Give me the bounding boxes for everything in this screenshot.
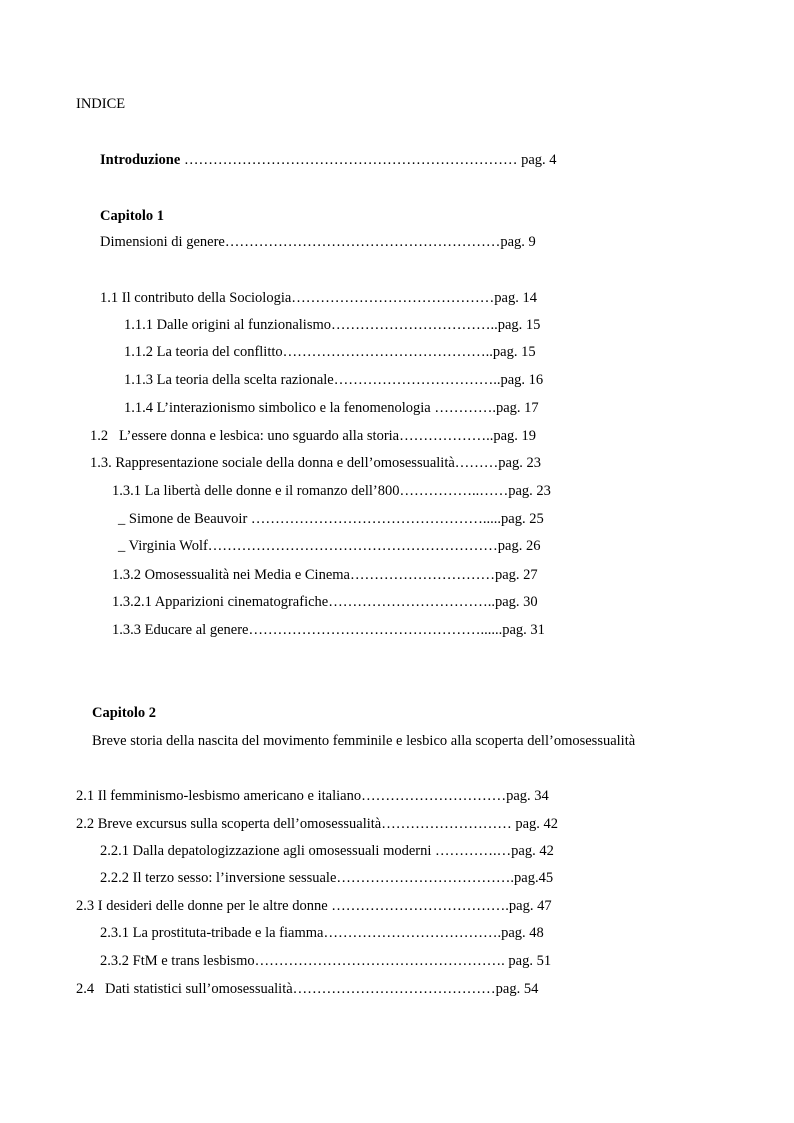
toc-leader-dots: …………………………………….. bbox=[282, 344, 493, 360]
chapter-2-subtitle: Breve storia della nascita del movimento femminile e lesbico alla scoperta dell’omosessualità bbox=[92, 733, 636, 749]
toc-entry[interactable] bbox=[90, 427, 536, 445]
toc-leader-dots: ………………………… bbox=[350, 567, 495, 583]
toc-page-number: pag. 54 bbox=[495, 981, 539, 997]
toc-entry[interactable] bbox=[118, 537, 540, 555]
toc-entry[interactable] bbox=[112, 621, 545, 639]
toc-leader-dots: ………….… bbox=[431, 843, 512, 859]
toc-page-number: pag. 47 bbox=[508, 898, 552, 914]
toc-leader-dots: …………………………………… bbox=[292, 981, 496, 997]
toc-entry-text: 2.2 Breve excursus sulla scoperta dell’omosessualità bbox=[76, 816, 382, 832]
toc-entry-text: 1.3.2.1 Apparizioni cinematografiche bbox=[112, 594, 329, 610]
toc-entry-text: _ Simone de Beauvoir bbox=[118, 511, 248, 527]
toc-leader-dots: …………. bbox=[430, 400, 496, 416]
toc-page-number: pag. 17 bbox=[495, 400, 539, 416]
toc-entry-text: 1.2 L’essere donna e lesbica: uno sguardo alla storia bbox=[90, 428, 400, 444]
chapter-1-heading: Capitolo 1 bbox=[100, 208, 165, 224]
toc-leader-dots: ………………………… bbox=[361, 788, 507, 804]
toc-page-number: pag. 48 bbox=[501, 925, 544, 941]
toc-entry-text: 1.3. Rappresentazione sociale della donna e dell’omosessualità bbox=[90, 455, 455, 471]
toc-page-number: pag. 16 bbox=[500, 372, 544, 388]
toc-entry-text: 2.2.2 Il terzo sesso: l’inversione sessuale bbox=[100, 870, 337, 886]
toc-entry-text: Dimensioni di genere bbox=[100, 234, 225, 250]
toc-page-number: pag. 42 bbox=[511, 843, 554, 859]
toc-page-number: pag. 31 bbox=[502, 622, 545, 638]
toc-entry-text: 1.1.3 La teoria della scelta razionale bbox=[124, 372, 334, 388]
toc-entry[interactable] bbox=[100, 233, 536, 251]
toc-entry-text: 2.4 Dati statistici sull’omosessualità bbox=[76, 981, 293, 997]
toc-entry[interactable] bbox=[124, 343, 536, 361]
toc-entry[interactable] bbox=[100, 952, 551, 970]
toc-entry[interactable] bbox=[76, 980, 538, 998]
toc-entry-text: 1.1 Il contributo della Sociologia bbox=[100, 290, 292, 306]
toc-leader-dots: ………………………………. bbox=[323, 925, 502, 941]
toc-entry-text: 2.2.1 Dalla depatologizzazione agli omosessuali moderni bbox=[100, 843, 432, 859]
toc-leader-dots: ……………..…… bbox=[399, 483, 509, 499]
toc-entry-text: Introduzione bbox=[100, 152, 181, 168]
toc-entry-text: 1.3.1 La libertà delle donne e il romanzo dell’800 bbox=[112, 483, 400, 499]
toc-leader-dots: ……… bbox=[454, 455, 499, 471]
toc-page-number: pag. 19 bbox=[493, 428, 537, 444]
toc-page-number: pag. 15 bbox=[497, 317, 541, 333]
toc-page-number: pag. 51 bbox=[508, 953, 552, 969]
toc-leader-dots: …………………………………………..... bbox=[247, 511, 502, 527]
toc-entry-text: 2.3.1 La prostituta-tribade e la fiamma bbox=[100, 925, 324, 941]
toc-entry-text: 2.1 Il femminismo-lesbismo americano e italiano bbox=[76, 788, 362, 804]
toc-page-number: pag. 23 bbox=[508, 483, 551, 499]
toc-entry[interactable] bbox=[100, 924, 544, 942]
toc-entry[interactable] bbox=[76, 897, 552, 915]
toc-entry[interactable] bbox=[112, 482, 551, 500]
toc-entry[interactable] bbox=[124, 399, 539, 417]
toc-leader-dots: ………………………………. bbox=[336, 870, 515, 886]
toc-leader-dots: …………………………………………………………… bbox=[180, 152, 522, 168]
toc-leader-dots: …………………………….. bbox=[328, 594, 495, 610]
toc-leader-dots: …………………………….. bbox=[331, 317, 498, 333]
toc-leader-dots: …………………………………………………… bbox=[207, 538, 498, 554]
toc-page-number: pag. 25 bbox=[501, 511, 544, 527]
toc-page-number: pag. 27 bbox=[495, 567, 538, 583]
toc-entry-text: _ Virginia Wolf bbox=[118, 538, 208, 554]
toc-leader-dots: ……………………………………………. bbox=[254, 953, 509, 969]
toc-entry[interactable] bbox=[124, 371, 543, 389]
toc-entry[interactable] bbox=[100, 289, 537, 307]
toc-entry[interactable] bbox=[112, 593, 538, 611]
toc-entry-text: 1.1.2 La teoria del conflitto bbox=[124, 344, 283, 360]
toc-entry-text: 1.1.1 Dalle origini al funzionalismo bbox=[124, 317, 331, 333]
toc-entry-text: 1.1.4 L’interazionismo simbolico e la fenomenologia bbox=[124, 400, 431, 416]
toc-page-number: pag. 34 bbox=[506, 788, 549, 804]
toc-entry[interactable] bbox=[112, 566, 538, 584]
toc-entry[interactable] bbox=[124, 316, 540, 334]
toc-entry-text: 1.3.3 Educare al genere bbox=[112, 622, 249, 638]
toc-page-number: pag. 42 bbox=[515, 816, 559, 832]
toc-page-number: pag.45 bbox=[514, 870, 554, 886]
toc-page-number: pag. 15 bbox=[492, 344, 536, 360]
toc-entry-text: 2.3 I desideri delle donne per le altre donne bbox=[76, 898, 328, 914]
toc-page-number: pag. 9 bbox=[500, 234, 536, 250]
toc-entry-introduzione[interactable] bbox=[100, 151, 557, 169]
toc-entry[interactable] bbox=[76, 815, 558, 833]
toc-page-number: pag. 4 bbox=[521, 152, 557, 168]
toc-entry[interactable] bbox=[90, 454, 541, 472]
toc-leader-dots: ………………………………………………… bbox=[224, 234, 501, 250]
toc-page-number: pag. 23 bbox=[498, 455, 541, 471]
toc-leader-dots: …………………………………… bbox=[291, 290, 495, 306]
toc-page-number: pag. 14 bbox=[494, 290, 537, 306]
toc-leader-dots: …………………………………………...... bbox=[248, 622, 503, 638]
chapter-2-heading: Capitolo 2 bbox=[92, 705, 157, 721]
toc-entry-text: 1.3.2 Omosessualità nei Media e Cinema bbox=[112, 567, 350, 583]
toc-leader-dots: ………………………………. bbox=[327, 898, 509, 914]
toc-leader-dots: …………………………….. bbox=[333, 372, 501, 388]
toc-entry[interactable] bbox=[76, 787, 549, 805]
toc-leader-dots: ……………………… bbox=[381, 816, 516, 832]
toc-entry[interactable] bbox=[100, 869, 553, 887]
toc-entry-text: 2.3.2 FtM e trans lesbismo bbox=[100, 953, 255, 969]
index-title: INDICE bbox=[76, 96, 126, 112]
toc-page-number: pag. 30 bbox=[494, 594, 538, 610]
toc-entry[interactable] bbox=[100, 842, 554, 860]
toc-entry[interactable] bbox=[118, 510, 544, 528]
toc-page-number: pag. 26 bbox=[497, 538, 541, 554]
toc-leader-dots: ……………….. bbox=[399, 428, 494, 444]
